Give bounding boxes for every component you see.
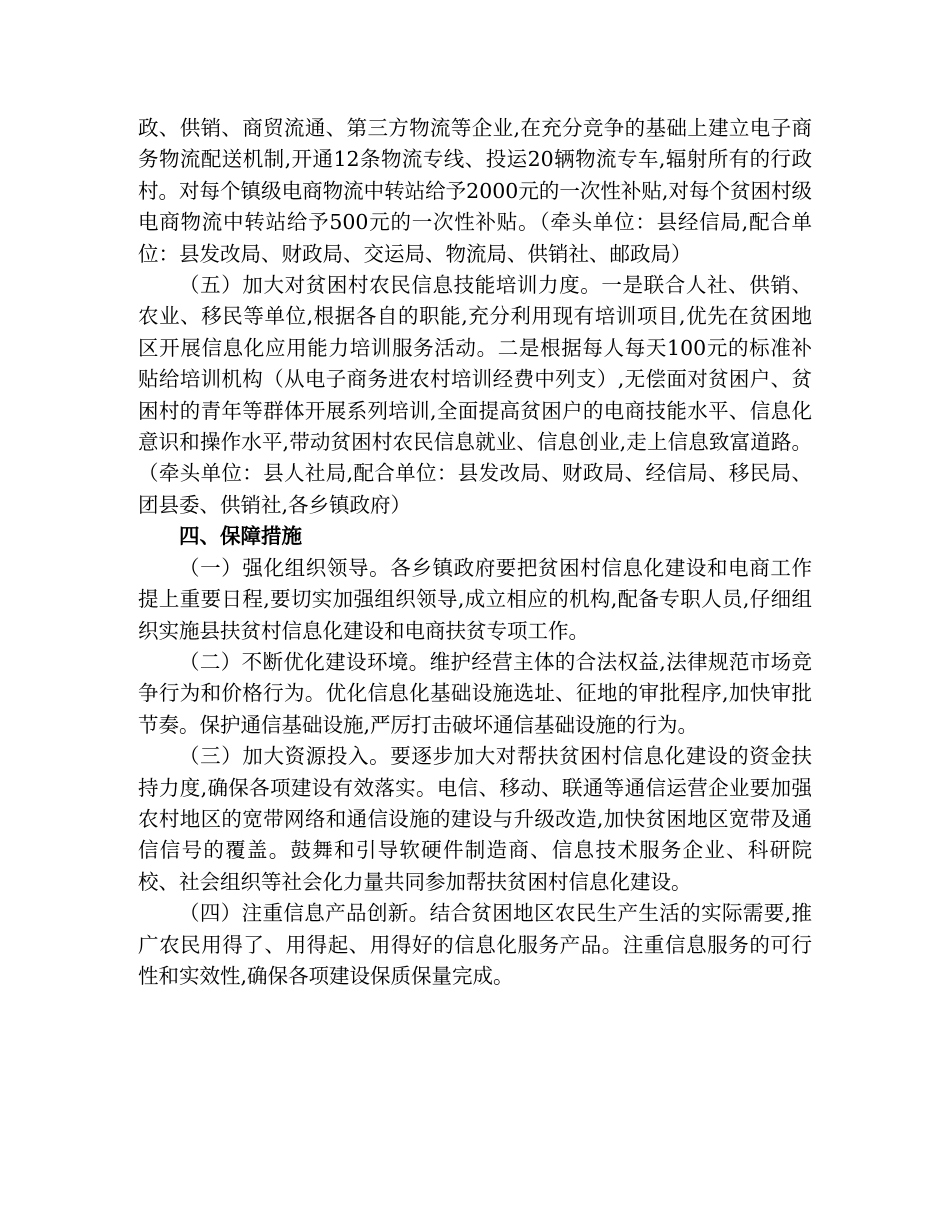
paragraph-training: （五）加大对贫困村农民信息技能培训力度。一是联合人社、供销、农业、移民等单位,根据各自的职能,充分利用现有培训项目,优先在贫困地区开展信息化应用能力培训服务活动。二是根据每人每天100元的标准补贴给培训机构（从电子商务进农村培训经费中列支）,无偿面对贫困户、贫困村的青年等群体开展系列培训,全面提高贫困户的电商技能水平、信息化意识和操作水平,带动贫困村农民信息就业、信息创业,走上信息致富道路。（牵头单位：县人社局,配合单位：县发改局、财政局、经信局、移民局、团县委、供销社,各乡镇政府） <box>138 273 812 517</box>
paragraph-investment: （三）加大资源投入。要逐步加大对帮扶贫困村信息化建设的资金扶持力度,确保各项建设有效落实。电信、移动、联通等通信运营企业要加强农村地区的宽带网络和通信设施的建设与升级改造,加快贫困地区宽带及通信信号的覆盖。鼓舞和引导软硬件制造商、信息技术服务企业、科研院校、社会组织等社会化力量共同参加帮扶贫困村信息化建设。 <box>138 744 812 894</box>
paragraph-innovation: （四）注重信息产品创新。结合贫困地区农民生产生活的实际需要,推广农民用得了、用得起、用得好的信息化服务产品。注重信息服务的可行性和实效性,确保各项建设保质保量完成。 <box>138 901 812 988</box>
paragraph-environment: （二）不断优化建设环境。维护经营主体的合法权益,法律规范市场竞争行为和价格行为。优化信息化基础设施选址、征地的审批程序,加快审批节奏。保护通信基础设施,严厉打击破坏通信基础设施的行为。 <box>138 649 812 737</box>
section-heading-safeguards: 四、保障措施 <box>179 524 302 549</box>
paragraph-organization: （一）强化组织领导。各乡镇政府要把贫困村信息化建设和电商工作提上重要日程,要切实加强组织领导,成立相应的机构,配备专职人员,仔细组织实施县扶贫村信息化建设和电商扶贫专项工作。 <box>138 555 812 643</box>
document-body <box>138 113 812 992</box>
paragraph-continued: 政、供销、商贸流通、第三方物流等企业,在充分竞争的基础上建立电子商务物流配送机制,开通12条物流专线、投运20辆物流专车,辐射所有的行政村。对每个镇级电商物流中转站给予2000元的一次性补贴,对每个贫困村级电商物流中转站给予500元的一次性补贴。（牵头单位：县经信局,配合单位：县发改局、财政局、交运局、物流局、供销社、邮政局） <box>138 116 812 266</box>
